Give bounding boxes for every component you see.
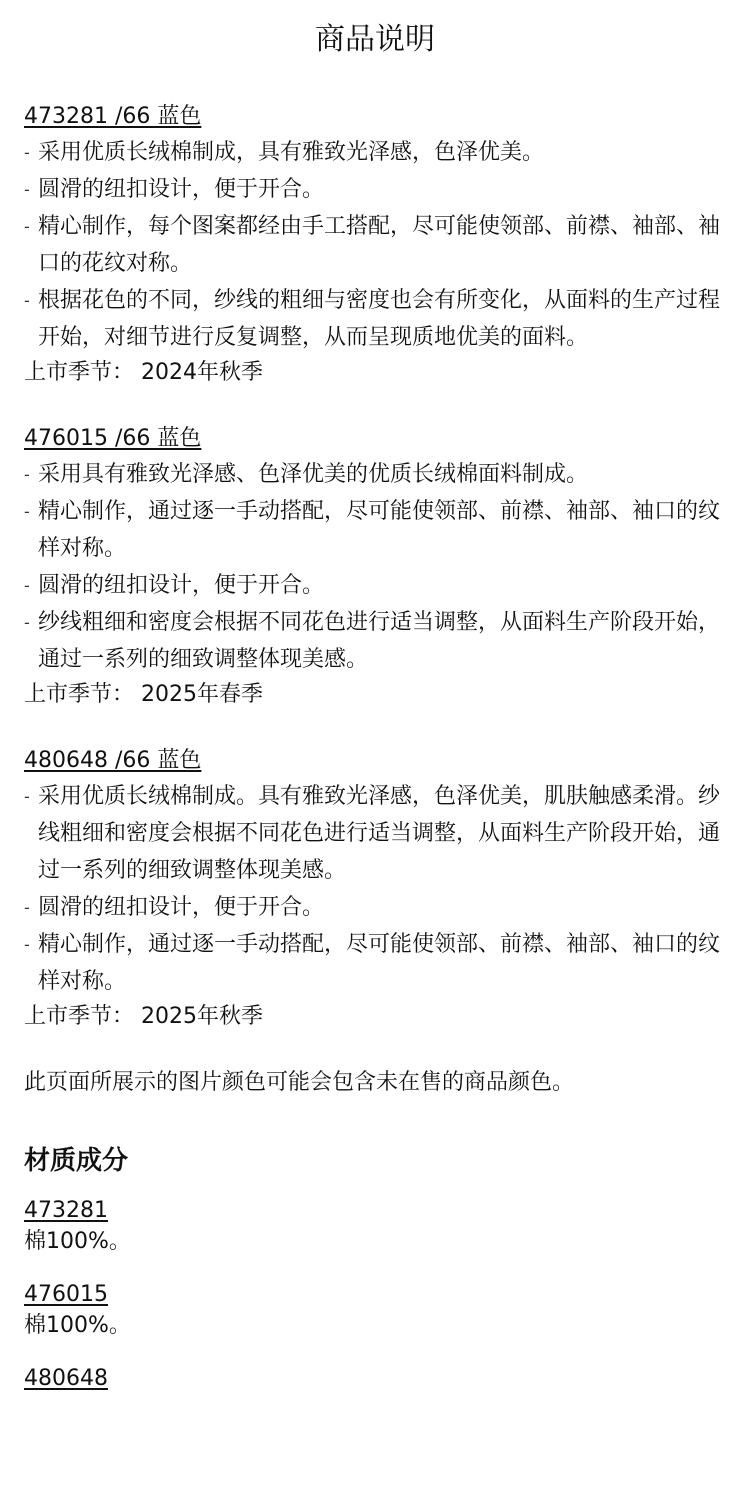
material-code-link[interactable]: 480648 <box>24 1366 108 1391</box>
material-entry <box>24 1280 726 1342</box>
product-list <box>24 100 726 1034</box>
bullet-dash-icon: - <box>24 465 30 484</box>
bullet-dash-icon: - <box>24 613 30 632</box>
product-block <box>24 744 726 1034</box>
material-code-link[interactable]: 476015 <box>24 1282 108 1307</box>
feature-text: 精心制作，通过逐一手动搭配，尽可能使领部、前襟、袖部、袖口的纹样对称。 <box>38 932 721 994</box>
feature-item <box>24 889 726 926</box>
bullet-dash-icon: - <box>24 143 30 162</box>
feature-text: 圆滑的纽扣设计，便于开合。 <box>38 177 325 202</box>
feature-item <box>24 208 726 282</box>
bullet-dash-icon: - <box>24 180 30 199</box>
feature-item <box>24 456 726 493</box>
feature-text: 采用优质长绒棉制成。具有雅致光泽感，色泽优美，肌肤触感柔滑。纱线粗细和密度会根据不同花色进行适当调整，从面料生产阶段开始，通过一系列的细致调整体现美感。 <box>38 784 721 883</box>
bullet-dash-icon: - <box>24 291 30 310</box>
product-code-link[interactable]: 473281 /66 蓝色 <box>24 104 202 129</box>
bullet-dash-icon: - <box>24 217 30 236</box>
feature-text: 圆滑的纽扣设计，便于开合。 <box>38 895 325 920</box>
product-block <box>24 422 726 712</box>
feature-item <box>24 282 726 356</box>
material-code-link[interactable]: 473281 <box>24 1198 108 1223</box>
feature-item <box>24 778 726 889</box>
material-composition: 棉100%。 <box>24 1313 131 1338</box>
feature-text: 圆滑的纽扣设计，便于开合。 <box>38 573 325 598</box>
feature-text: 采用优质长绒棉制成，具有雅致光泽感，色泽优美。 <box>38 140 545 165</box>
product-code-link[interactable]: 476015 /66 蓝色 <box>24 426 202 451</box>
materials-list <box>24 1196 726 1394</box>
feature-text: 纱线粗细和密度会根据不同花色进行适当调整，从面料生产阶段开始，通过一系列的细致调整体现美感。 <box>38 610 721 672</box>
page-title: 商品说明 <box>315 22 435 57</box>
feature-item <box>24 567 726 604</box>
bullet-dash-icon: - <box>24 935 30 954</box>
feature-item <box>24 604 726 678</box>
feature-text: 精心制作，每个图案都经由手工搭配，尽可能使领部、前襟、袖部、袖口的花纹对称。 <box>38 214 721 276</box>
feature-item <box>24 926 726 1000</box>
product-block <box>24 100 726 390</box>
feature-text: 采用具有雅致光泽感、色泽优美的优质长绒棉面料制成。 <box>38 462 589 487</box>
materials-title: 材质成分 <box>24 1146 129 1176</box>
material-composition: 棉100%。 <box>24 1229 131 1254</box>
feature-item <box>24 171 726 208</box>
release-season: 上市季节： 2025年秋季 <box>24 1004 263 1029</box>
release-season: 上市季节： 2025年春季 <box>24 682 263 707</box>
feature-text: 根据花色的不同，纱线的粗细与密度也会有所变化，从面料的生产过程开始，对细节进行反复调整，从而呈现质地优美的面料。 <box>38 288 721 350</box>
bullet-dash-icon: - <box>24 502 30 521</box>
feature-item <box>24 493 726 567</box>
release-season: 上市季节： 2024年秋季 <box>24 360 263 385</box>
bullet-dash-icon: - <box>24 787 30 806</box>
feature-item <box>24 134 726 171</box>
material-entry <box>24 1364 726 1394</box>
bullet-dash-icon: - <box>24 576 30 595</box>
feature-text: 精心制作，通过逐一手动搭配，尽可能使领部、前襟、袖部、袖口的纹样对称。 <box>38 499 721 561</box>
product-code-link[interactable]: 480648 /66 蓝色 <box>24 748 202 773</box>
color-notice: 此页面所展示的图片颜色可能会包含未在售的商品颜色。 <box>24 1070 575 1095</box>
bullet-dash-icon: - <box>24 898 30 917</box>
material-entry <box>24 1196 726 1258</box>
